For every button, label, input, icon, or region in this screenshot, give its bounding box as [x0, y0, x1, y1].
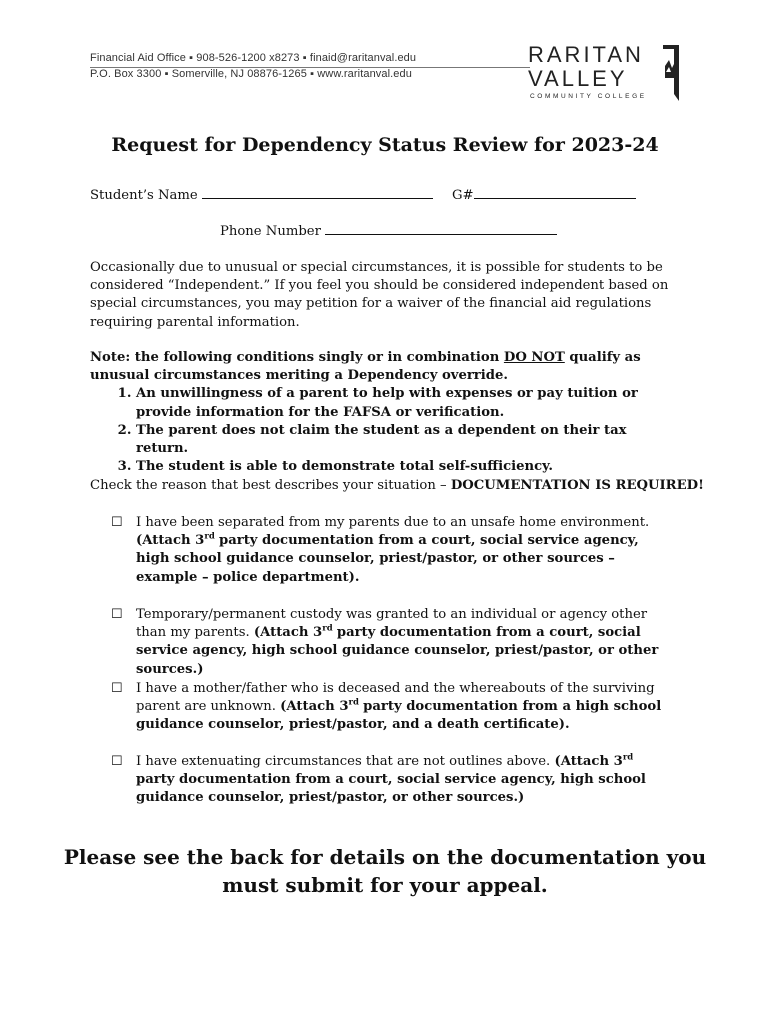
logo-word-valley: VALLEY [528, 66, 628, 91]
reason-doc-prefix: (Attach 3 [280, 699, 349, 715]
reason-option-4 [111, 753, 671, 808]
footer-notice: Please see the back for details on the documentation you must submit for your appeal. [63, 845, 707, 897]
reason-doc-prefix: (Attach 3 [554, 754, 623, 769]
intro-paragraph: Occasionally due to unusual or special circumstances, it is possible for students to be considered “Independent.” If you feel you should be considered independent based on special circumstances, you may petition for a waiver of the financial aid regulations requiring parental information. [90, 260, 669, 330]
reason-doc-text: party documentation from a high school guidance counselor, priest/pastor, and a death certificate). [136, 699, 662, 733]
page-title: Request for Dependency Status Review for 2023-24 [111, 134, 659, 156]
contact-line-1: Financial Aid Office ▪ 908-526-1200 x8273 ▪ finaid@raritanval.edu [90, 52, 417, 64]
logo-mark-icon [662, 44, 682, 102]
ordinal-suffix: rd [204, 531, 215, 542]
check-prompt: Check the reason that best describes your situation – [90, 478, 447, 493]
logo-word-raritan: RARITAN [528, 42, 644, 67]
student-name-row [90, 186, 433, 205]
logo-subtitle: COMMUNITY COLLEGE [530, 93, 647, 100]
reason-doc-text: party documentation from a court, social service agency, high school guidance counselor, priest/pastor, or other sources.) [136, 772, 646, 806]
g-number-field[interactable] [474, 186, 636, 199]
note-list [90, 385, 680, 476]
note-heading [90, 349, 680, 385]
reason-checkbox-2[interactable]: ☐ [111, 607, 123, 622]
note-emphasis: DO NOT [503, 350, 565, 365]
reason-doc-prefix: (Attach 3 [253, 625, 323, 641]
reason-checkbox-3[interactable]: ☐ [111, 681, 123, 696]
note-tail: qualify as unusual circumstances meriting a Dependency override. [90, 350, 641, 384]
ordinal-suffix: rd [622, 752, 634, 763]
g-number-label: G# [452, 188, 474, 203]
college-logo [528, 44, 684, 104]
reason-text: Temporary/permanent custody was granted to an individual or agency other than my parents. [136, 607, 648, 641]
ordinal-suffix: rd [322, 623, 333, 634]
note-lead: Note: the following conditions singly or in combination [90, 350, 500, 365]
note-block [90, 349, 680, 476]
phone-row [220, 222, 557, 241]
reason-text: I have a mother/father who is deceased and the whereabouts of the surviving parent are unknown. [136, 681, 655, 715]
student-name-field[interactable] [202, 186, 433, 199]
reason-checkbox-4[interactable]: ☐ [111, 754, 123, 769]
reason-option-2 [111, 606, 671, 679]
phone-label: Phone Number [220, 224, 321, 239]
reason-doc-prefix: (Attach 3 [136, 533, 205, 549]
contact-info [90, 50, 416, 82]
reason-option-1 [111, 514, 671, 587]
note-item: 1. An unwillingness of a parent to help with expenses or pay tuition or provide information for the FAFSA or verification. [136, 385, 680, 421]
reason-option-3 [111, 680, 671, 735]
documentation-required: DOCUMENTATION IS REQUIRED! [450, 478, 704, 493]
note-item: 2. The parent does not claim the student as a dependent on their tax return. [136, 422, 680, 458]
check-instruction [90, 477, 704, 495]
reason-text: I have been separated from my parents due to an unsafe home environment. [136, 515, 650, 530]
g-number-row [452, 186, 636, 205]
reason-doc-text: party documentation from a court, social service agency, high school guidance counselor, priest/pastor, or other sources – example – police department). [136, 533, 639, 585]
contact-line-2: P.O. Box 3300 ▪ Somerville, NJ 08876-1265 ▪ www.raritanval.edu [90, 68, 412, 80]
ordinal-suffix: rd [348, 697, 359, 708]
student-name-label: Student’s Name [90, 188, 198, 203]
header-divider [90, 67, 530, 68]
phone-field[interactable] [325, 222, 557, 235]
reason-doc-text: party documentation from a court, social service agency, high school guidance counselor, priest/pastor, or other sources.) [136, 625, 659, 677]
note-item: 3. The student is able to demonstrate total self-sufficiency. [136, 458, 680, 476]
reason-checkbox-1[interactable]: ☐ [111, 515, 123, 530]
reason-text: I have extenuating circumstances that are not outlines above. [136, 754, 551, 769]
